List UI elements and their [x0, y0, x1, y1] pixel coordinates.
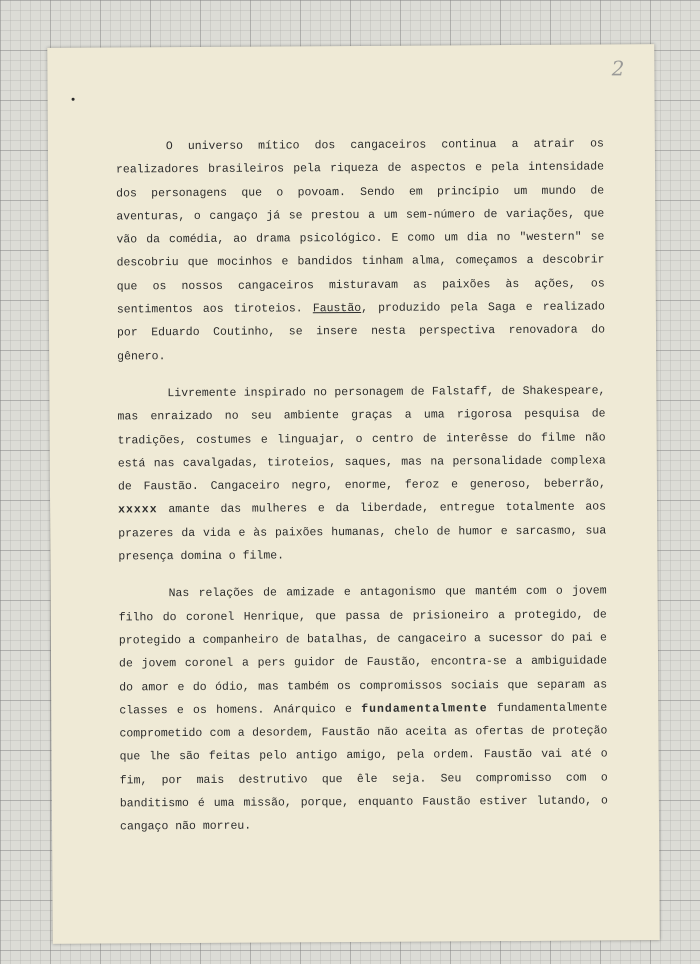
- text-segment: fundamentalmente comprometido com a desordem, Faustão não aceita as ofertas de proteção que lhe são feitas pelo antigo amigo, pela ordem. Faustão vai até o fim, por mais destrutivo que êle seja. Seu compromisso com o banditismo é uma missão, porque, enquanto Faustão estiver lutando, o cangaço não morreu.: [119, 701, 608, 834]
- film-title-underlined: Faustão: [312, 302, 362, 316]
- struck-out-word: xxxxx: [118, 503, 158, 517]
- typed-page: [47, 44, 659, 944]
- paragraph-3: [119, 580, 609, 839]
- text-segment: Livremente inspirado no personagem de Falstaff, de Shakespeare, mas enraizado no seu ambiente graças a uma rigorosa pesquisa de tradições, costumes e linguajar, o centro de interêsse do filme não está nas cavalgadas, tiroteios, saques, mas na personalidade complexa de Faustão. Cangaceiro negro, enorme, feroz e generoso, beberrão,: [117, 384, 606, 494]
- page-number: 2: [611, 56, 625, 81]
- punch-mark: [72, 98, 75, 101]
- body-text: [116, 132, 608, 853]
- text-segment: amante das mulheres e da liberdade, entregue totalmente aos prazeres da vida e às paixões humanas, chelo de humor e sarcasmo, sua presença domina o filme.: [118, 500, 607, 564]
- paragraph-1: [116, 132, 605, 368]
- text-segment: Nas relações de amizade e antagonismo que mantém com o jovem filho do coronel Henrique, que passa de prisioneiro a protegido, de protegido a companheiro de batalhas, de cangaceiro a sucessor do pai e de jovem coronel a pers guidor de Faustão, encontra-se a ambiguidade do amor e do ódio, mas também os compromissos sociais que separam as classes e os homens. Anárquico e: [118, 584, 608, 718]
- text-segment: O universo mítico dos cangaceiros continua a atrair os realizadores brasileiros pela riqueza de aspectos e pela intensidade dos personagens que o povoam. Sendo em princípio um mundo de aventuras, o cangaço já se prestou a um sem-número de variações, que vão da comédia, ao drama psicológico. E como um dia no "western" se descobriu que mocinhos e bandidos tinham alma, começamos a descobrir que os nossos cangaceiros misturavam as paixões às ações, os sentimentos aos tiroteios.: [115, 137, 605, 317]
- struck-out-word: fundamentalmente: [361, 702, 488, 716]
- paragraph-2: [117, 379, 606, 568]
- text-segment: , produzido pela Saga e realizado por Eduardo Coutinho, se insere nesta perspectiva renovadora do gênero.: [116, 300, 606, 364]
